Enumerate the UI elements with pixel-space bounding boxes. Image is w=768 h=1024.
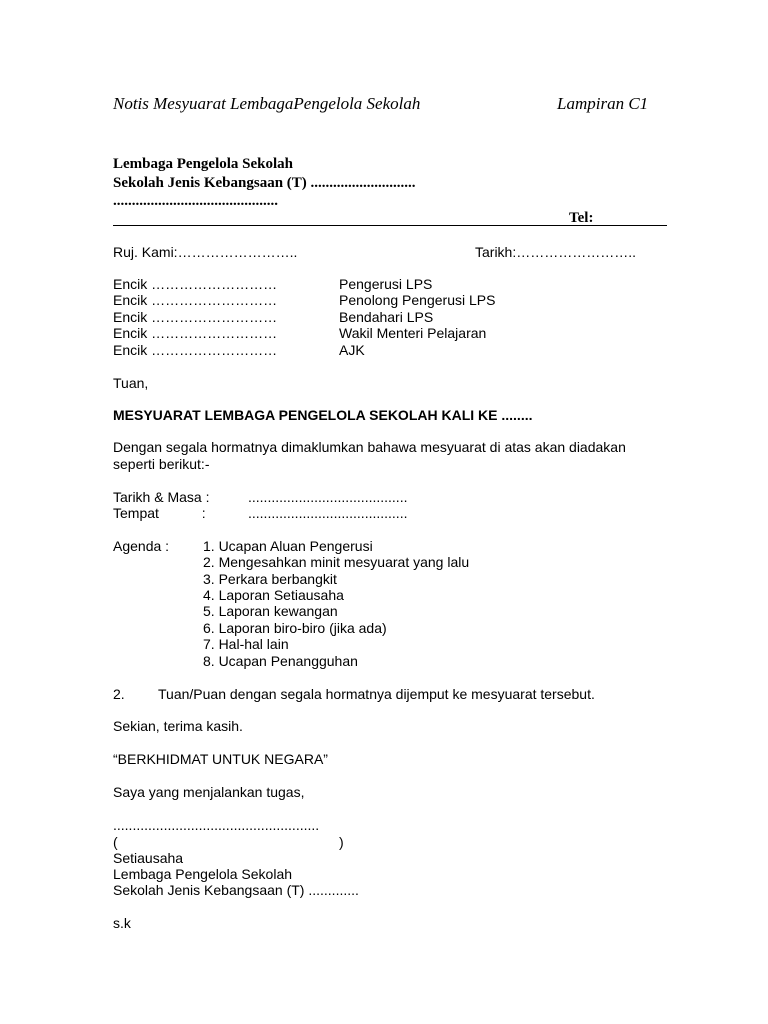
agenda-item: 7. Hal-hal lain xyxy=(203,636,289,652)
recipient-name: Encik ……………………… xyxy=(113,309,278,325)
letterhead-dots: ............................................ xyxy=(113,193,278,209)
detail-label: Tarikh & Masa : xyxy=(113,489,210,505)
letterhead-school: Sekolah Jenis Kebangsaan (T) ............................ xyxy=(113,175,416,191)
agenda-item: 2. Mengesahkan minit mesyuarat yang lalu xyxy=(203,554,470,570)
detail-value: ......................................... xyxy=(248,505,408,521)
detail-value: ......................................... xyxy=(248,489,408,505)
document-title: Notis Mesyuarat LembagaPengelola Sekolah xyxy=(113,94,421,113)
recipient-role: AJK xyxy=(339,342,365,358)
recipient-name: Encik ……………………… xyxy=(113,342,278,358)
tel-label: Tel: xyxy=(569,210,594,226)
recipient-role: Penolong Pengerusi LPS xyxy=(339,292,496,308)
signatory-school: Sekolah Jenis Kebangsaan (T) ............. xyxy=(113,882,359,898)
paragraph-text: Tuan/Puan dengan segala hormatnya dijemput ke mesyuarat tersebut. xyxy=(158,686,595,702)
recipient-name: Encik ……………………… xyxy=(113,276,278,292)
agenda-item: 3. Perkara berbangkit xyxy=(203,571,337,587)
signature-close-paren: ) xyxy=(339,834,344,850)
detail-label: Tempat : xyxy=(113,505,206,521)
salutation: Tuan, xyxy=(113,375,149,391)
letterhead-org: Lembaga Pengelola Sekolah xyxy=(113,156,294,172)
subject-line: MESYUARAT LEMBAGA PENGELOLA SEKOLAH KALI KE ........ xyxy=(113,407,533,423)
cc-label: s.k xyxy=(113,915,131,931)
agenda-label: Agenda : xyxy=(113,538,170,554)
recipient-name: Encik ……………………… xyxy=(113,292,278,308)
reference-date: Tarikh:…………………….. xyxy=(475,244,637,260)
agenda-item: 5. Laporan kewangan xyxy=(203,603,338,619)
paragraph-number: 2. xyxy=(113,686,125,702)
duty-line: Saya yang menjalankan tugas, xyxy=(113,784,305,800)
recipient-role: Pengerusi LPS xyxy=(339,276,433,292)
agenda-item: 6. Laporan biro-biro (jika ada) xyxy=(203,620,387,636)
recipient-name: Encik ……………………… xyxy=(113,325,278,341)
signature-line: ..................................................... xyxy=(113,817,320,833)
recipient-role: Wakil Menteri Pelajaran xyxy=(339,325,487,341)
motto: “BERKHIDMAT UNTUK NEGARA” xyxy=(113,751,328,767)
agenda-item: 4. Laporan Setiausaha xyxy=(203,587,344,603)
recipient-role: Bendahari LPS xyxy=(339,309,434,325)
signatory-org: Lembaga Pengelola Sekolah xyxy=(113,866,293,882)
signatory-title: Setiausaha xyxy=(113,850,184,866)
agenda-item: 8. Ucapan Penangguhan xyxy=(203,653,358,669)
signature-open-paren: ( xyxy=(113,834,118,850)
reference-number: Ruj. Kami:…………………….. xyxy=(113,244,298,260)
closing-text: Sekian, terima kasih. xyxy=(113,718,243,734)
intro-text: seperti berikut:- xyxy=(113,456,210,472)
tel-underline xyxy=(598,225,667,226)
agenda-item: 1. Ucapan Aluan Pengerusi xyxy=(203,538,373,554)
attachment-label: Lampiran C1 xyxy=(557,94,649,113)
intro-text: Dengan segala hormatnya dimaklumkan bahawa mesyuarat di atas akan diadakan xyxy=(113,439,626,455)
